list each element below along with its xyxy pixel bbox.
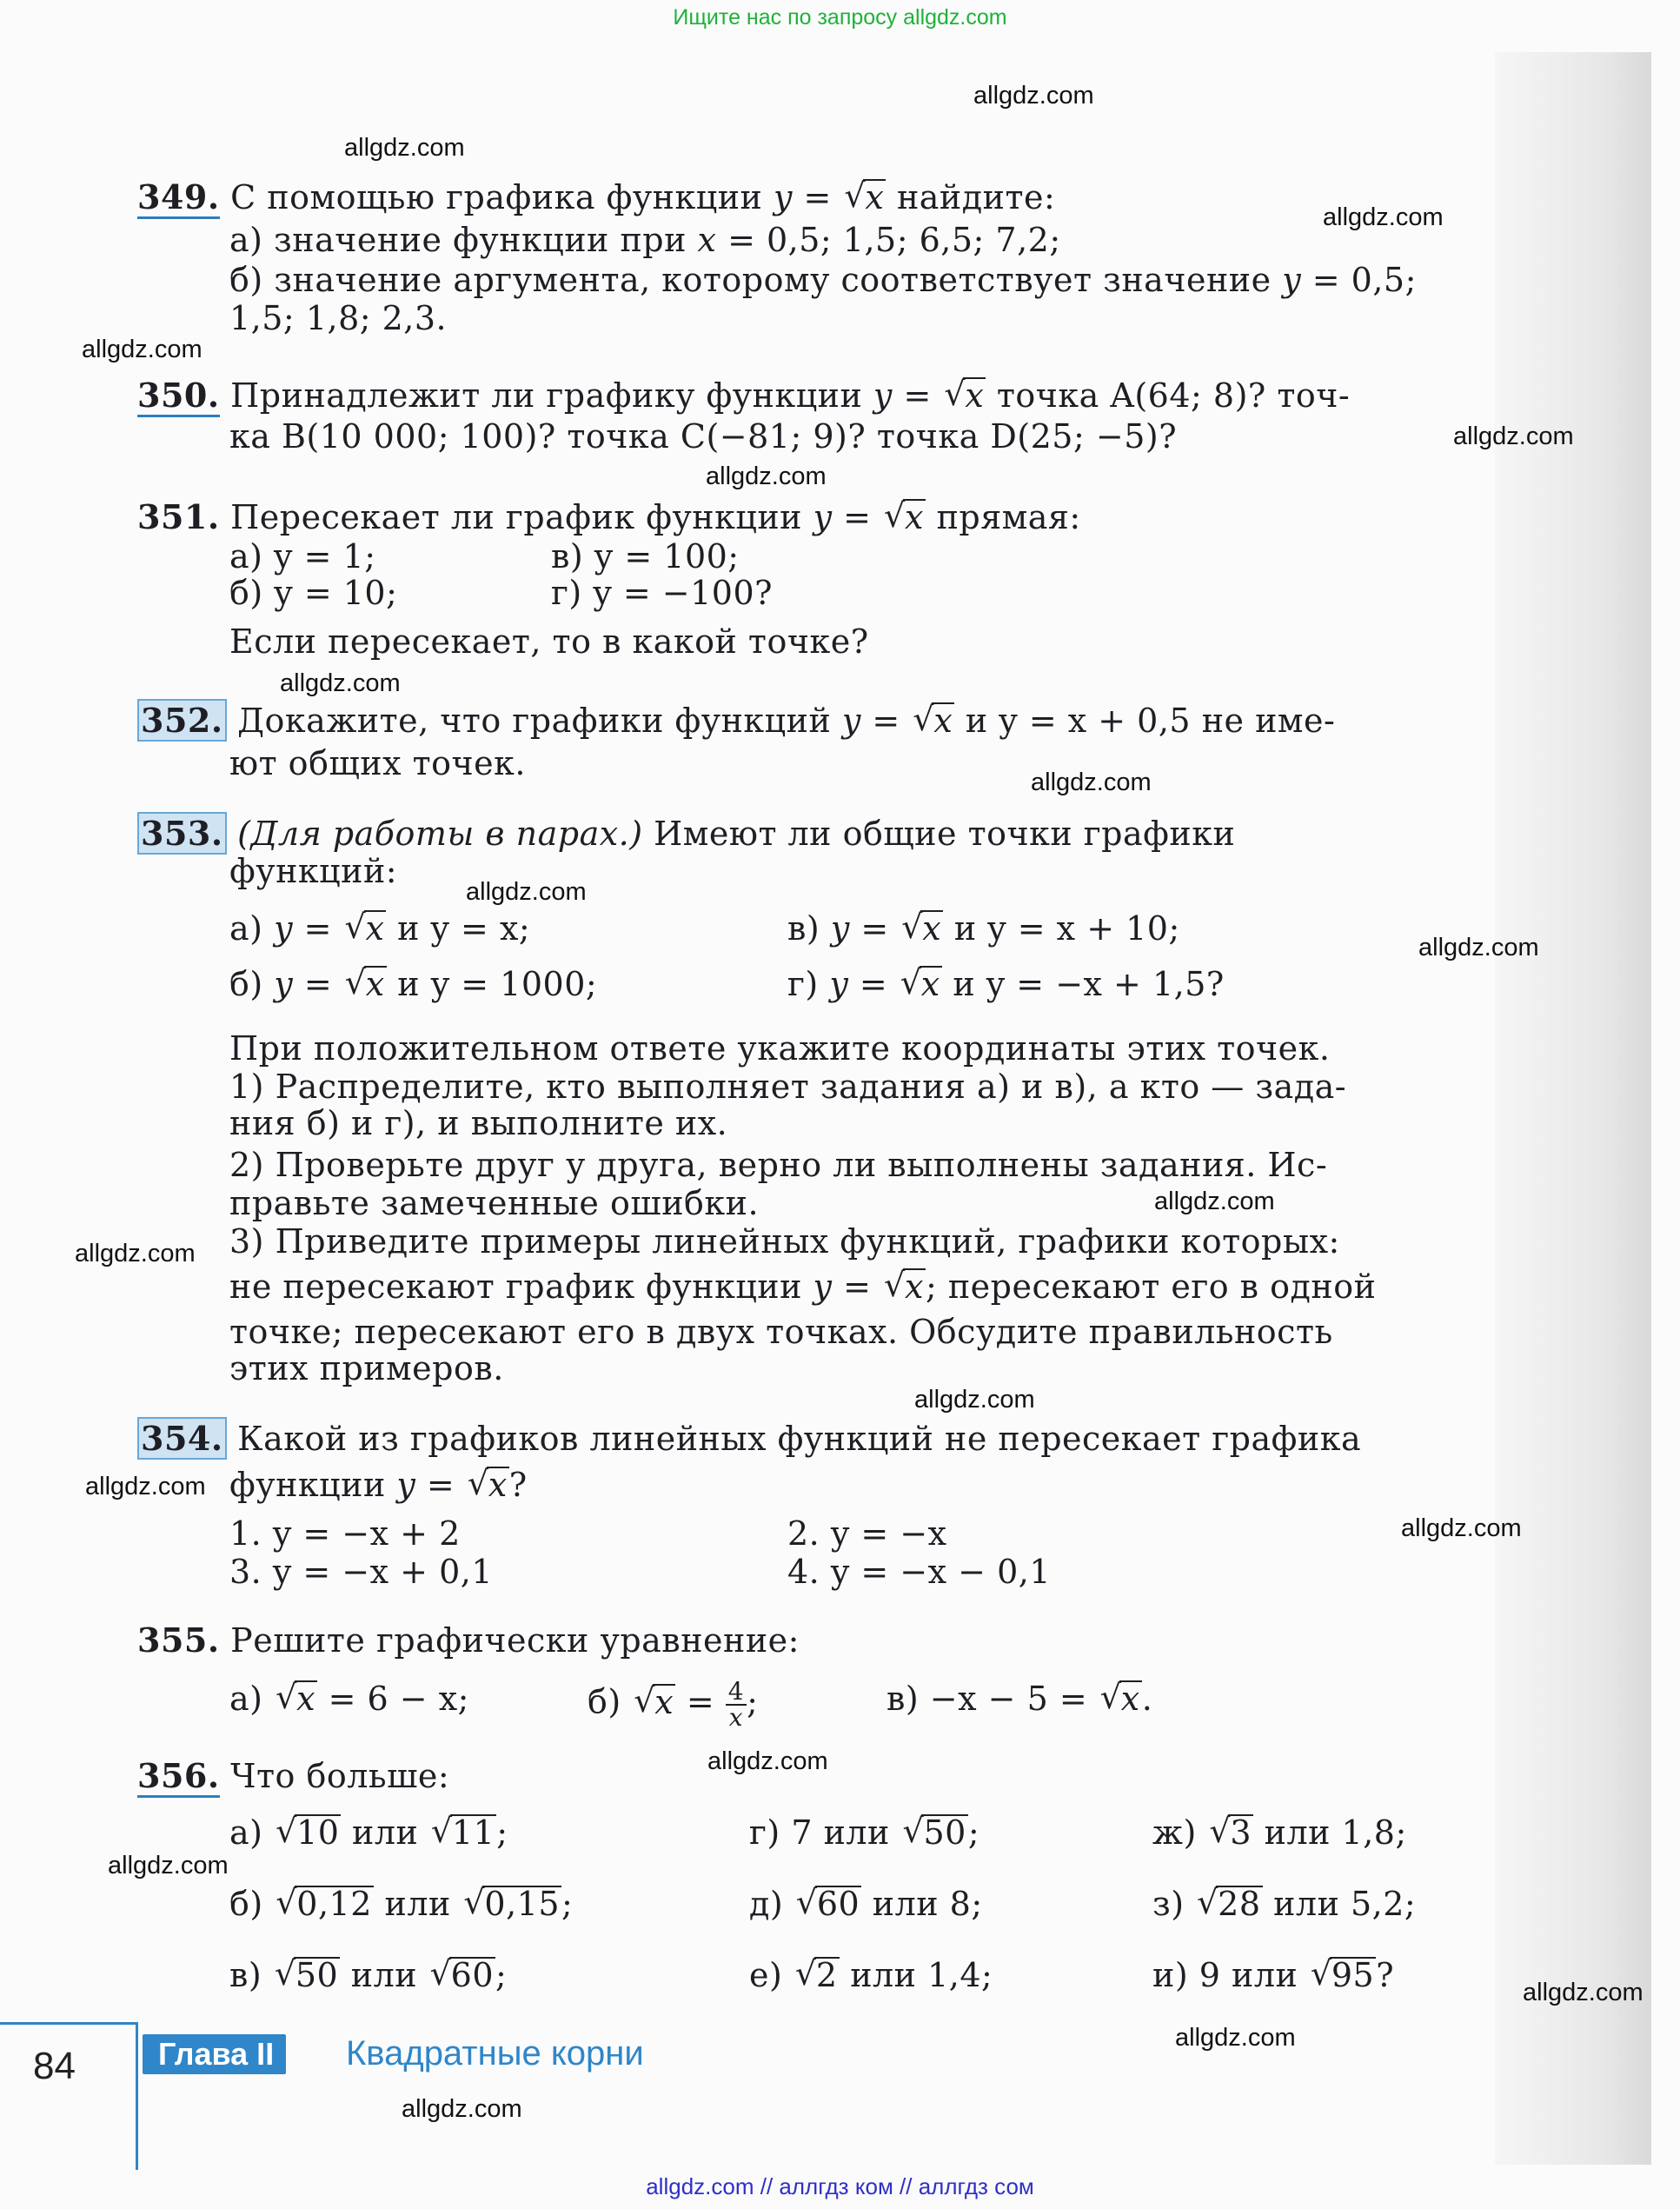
footer-rule-vertical (136, 2022, 138, 2170)
problem-349-line1: 349. С помощью графика функции y = √ x найдите: (137, 177, 1055, 216)
sqrt-expression: √ x (884, 498, 926, 536)
watermark: allgdz.com (1031, 768, 1152, 796)
problem-353-v: в) y = √ x и y = x + 10; (787, 909, 1180, 948)
watermark: allgdz.com (1175, 2024, 1296, 2052)
problem-351-v: в) y = 100; (551, 537, 740, 576)
problem-354-opt2: 2. y = −x (787, 1514, 947, 1553)
problem-353-a: а) y = √ x и y = x; (229, 909, 530, 948)
sqrt-expression: √ x (901, 909, 943, 948)
watermark: allgdz.com (706, 462, 827, 490)
fraction: $\frac{4}{x}$ (726, 1680, 747, 1730)
problem-353-text7: не пересекают график функции y = √ x; пересекают его в одной (229, 1268, 1376, 1306)
watermark: allgdz.com (1401, 1514, 1522, 1542)
problem-353-line1: 353. (Для работы в парах.) Имеют ли общие точки графики (137, 814, 1235, 853)
watermark: allgdz.com (1323, 203, 1444, 231)
chapter-title: Квадратные корни (346, 2034, 644, 2073)
sqrt-expression: √ x (1100, 1680, 1142, 1718)
problem-349-a: а) значение функции при x = 0,5; 1,5; 6,5; 7,2; (229, 221, 1061, 259)
problem-353-g: г) y = √ x и y = −x + 1,5? (787, 965, 1225, 1003)
problem-356-d: д) √ 60 или 8; (749, 1885, 983, 1923)
problem-356-g: г) 7 или √ 50; (749, 1813, 979, 1852)
watermark: allgdz.com (707, 1747, 828, 1775)
problem-349-b: б) значение аргумента, которому соответствует значение y = 0,5; (229, 261, 1417, 299)
sqrt-expression: √ x (345, 965, 387, 1003)
problem-353-text9: этих примеров. (229, 1349, 504, 1387)
problem-number: 355. (137, 1620, 220, 1660)
problem-353-line2: функций: (229, 852, 398, 890)
watermark: allgdz.com (85, 1473, 206, 1500)
problem-354-opt4: 4. y = −x − 0,1 (787, 1553, 1052, 1591)
watermark: allgdz.com (973, 82, 1094, 110)
problem-350-line1: 350. Принадлежит ли графику функции y = √ x точка A(64; 8)? точ- (137, 376, 1350, 415)
chapter-label: Глава II (143, 2034, 286, 2074)
problem-351-b: б) y = 10; (229, 574, 398, 612)
problem-353-text4: 2) Проверьте друг у друга, верно ли выполнены задания. Ис- (229, 1146, 1328, 1184)
problem-355-line1: 355. Решите графически уравнение: (137, 1620, 800, 1660)
problem-354-opt1: 1. y = −x + 2 (229, 1514, 461, 1553)
watermark: allgdz.com (280, 669, 401, 697)
watermark: allgdz.com (1418, 934, 1539, 961)
problem-352-line1: 352. Докажите, что графики функций y = √ x и y = x + 0,5 не име- (137, 701, 1335, 740)
problem-number: 350. (137, 376, 220, 417)
problem-352-line2: ют общих точек. (229, 744, 526, 782)
problem-355-v: в) −x − 5 = √ x. (886, 1680, 1152, 1718)
problem-355-b: б) √ x = $\frac{4}{x}$ ; (588, 1680, 758, 1730)
problem-354-opt3: 3. y = −x + 0,1 (229, 1553, 494, 1591)
problem-356-line1: 356. Что больше: (137, 1756, 449, 1795)
problem-353-text1: При положительном ответе укажите координаты этих точек. (229, 1029, 1331, 1068)
bottom-banner[interactable]: allgdz.com // аллгдз ком // аллгдз сом (646, 2173, 1034, 2199)
watermark: allgdz.com (75, 1240, 196, 1268)
sqrt-expression: √ x (468, 1466, 509, 1504)
problem-356-v: в) √ 50 или √ 60; (229, 1956, 507, 1994)
problem-351-question: Если пересекает, то в какой точке? (229, 622, 869, 661)
footer-rule (0, 2022, 137, 2025)
problem-351-a: а) y = 1; (229, 537, 376, 576)
problem-number: 352. (137, 699, 227, 742)
problem-356-i: и) 9 или √ 95? (1152, 1956, 1394, 1994)
problem-353-text3: ния б) и г), и выполните их. (229, 1104, 728, 1142)
sqrt-expression: √ x (276, 1680, 317, 1718)
problem-356-b: б) √ 0,12 или √ 0,15; (229, 1885, 573, 1923)
watermark: allgdz.com (466, 878, 587, 906)
watermark: allgdz.com (402, 2095, 522, 2123)
watermark: allgdz.com (1523, 1979, 1643, 2006)
sqrt-expression: √ x (900, 965, 942, 1003)
problem-354-line1: 354. Какой из графиков линейных функций не пересекает графика (137, 1419, 1361, 1458)
problem-351-g: г) y = −100? (551, 574, 774, 612)
problem-number: 351. (137, 497, 220, 536)
problem-353-text6: 3) Приведите примеры линейных функций, графики которых: (229, 1222, 1340, 1261)
sqrt-expression: √ x (944, 376, 986, 415)
watermark: allgdz.com (108, 1852, 229, 1880)
watermark: allgdz.com (344, 134, 465, 162)
problem-356-e: е) √ 2 или 1,4; (749, 1956, 993, 1994)
sqrt-expression: √ x (844, 178, 886, 216)
sqrt-expression: √ x (884, 1268, 926, 1306)
problem-355-a: а) √ x = 6 − x; (229, 1680, 469, 1718)
problem-353-text5: правьте замеченные ошибки. (229, 1184, 760, 1222)
problem-number: 354. (137, 1417, 227, 1460)
problem-350-line2: ка B(10 000; 100)? точка C(−81; 9)? точка D(25; −5)? (229, 417, 1178, 456)
problem-354-line2: функции y = √ x? (229, 1466, 528, 1504)
sqrt-expression: √ x (345, 909, 387, 948)
problem-351-line1: 351. Пересекает ли график функции y = √ x прямая: (137, 497, 1081, 536)
problem-number: 349. (137, 177, 220, 219)
problem-356-z: з) √ 28 или 5,2; (1152, 1885, 1416, 1923)
sqrt-expression: √ x (634, 1683, 675, 1721)
problem-349-b-cont: 1,5; 1,8; 2,3. (229, 299, 448, 337)
problem-number: 353. (137, 812, 227, 855)
watermark: allgdz.com (1154, 1188, 1275, 1215)
problem-number: 356. (137, 1756, 220, 1798)
watermark: allgdz.com (914, 1386, 1035, 1414)
problem-353-text2: 1) Распределите, кто выполняет задания а) и в), а кто — зада- (229, 1068, 1347, 1106)
page-number: 84 (33, 2045, 76, 2087)
sqrt-expression: √ x (913, 702, 954, 740)
problem-356-a: а) √ 10 или √ 11; (229, 1813, 508, 1852)
page-edge-shadow (1495, 52, 1651, 2165)
top-banner[interactable]: Ищите нас по запросу allgdz.com (673, 5, 1007, 30)
watermark: allgdz.com (82, 336, 203, 363)
problem-353-text8: точке; пересекают его в двух точках. Обсудите правильность (229, 1313, 1333, 1351)
problem-356-zh: ж) √ 3 или 1,8; (1152, 1813, 1407, 1852)
problem-353-b: б) y = √ x и y = 1000; (229, 965, 597, 1003)
watermark: allgdz.com (1453, 423, 1574, 450)
